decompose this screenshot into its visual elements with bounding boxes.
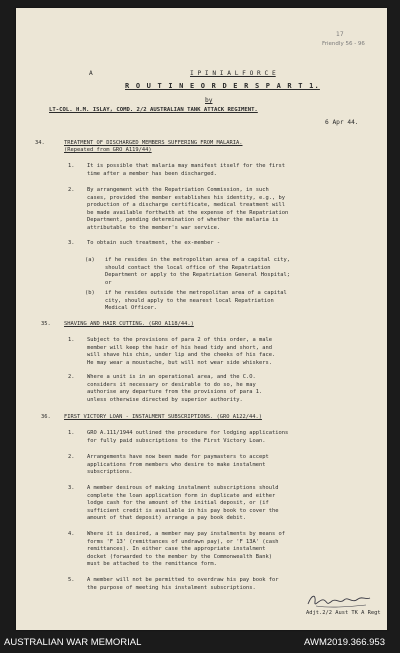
para-text: Subject to the provisions of para 2 of this order, a male member will keep the hair of his head tidy and short, and will shave his chin, under lip and the cheeks of his face. He may wear a moustache, but will not wear side whiskers. <box>87 337 276 366</box>
footer-bar <box>0 632 400 653</box>
header-officer: LT-COL. H.M. ISLAY, COMD. 2/2 AUSTRALIAN TANK ATTACK REGIMENT. <box>49 107 258 113</box>
para-number: 1. <box>68 163 75 169</box>
footer-source: AUSTRALIAN WAR MEMORIAL <box>4 637 142 648</box>
para-subnumber: (a) <box>85 257 95 263</box>
para-subnumber: (b) <box>85 290 95 296</box>
para-number: 1. <box>68 337 75 343</box>
para-number: 3. <box>68 485 75 491</box>
para-text: GRO A.111/1944 outlined the procedure for lodging applications for fully paid subscriptions to the First Victory Loan. <box>87 430 289 444</box>
section-title: FIRST VICTORY LOAN - INSTALMENT SUBSCRIPTIONS. (GRO A122/44.) <box>64 414 262 420</box>
para-number: 2. <box>68 374 75 380</box>
para-text: if he resides outside the metropolitan area of a capital city, should apply to the nearest local Repatriation Medical Officer. <box>105 290 287 312</box>
section-number: 34. <box>35 140 45 146</box>
footer-accession-number: AWM2019.366.953 <box>304 637 385 648</box>
para-number: 1. <box>68 430 75 436</box>
section-number: 35. <box>41 321 51 327</box>
para-number: 2. <box>68 187 75 193</box>
document-page <box>16 8 387 630</box>
para-text: It is possible that malaria may manifest itself for the first time after a member has been discharged. <box>87 163 285 177</box>
header-prefix: A <box>89 70 93 77</box>
para-number: 3. <box>68 240 75 246</box>
section-title: TREATMENT OF DISCHARGED MEMBERS SUFFERING FROM MALARIA. <box>64 140 243 146</box>
para-text: To obtain such treatment, the ex-member - <box>87 240 221 246</box>
para-number: 4. <box>68 531 75 537</box>
header-date: 6 Apr 44. <box>325 119 359 126</box>
section-subtitle: (Repeated from GRO A119/44) <box>64 147 152 153</box>
para-text: A member will not be permitted to overdraw his pay book for the purpose of meeting his instalment subscriptions. <box>87 577 279 591</box>
para-text: Where it is desired, a member may pay instalments by means of forms 'F 13' (remittances of undrawn pay), or 'F 13A' (cash remittances). In either case the appropriate instalment docket (forwarded to the member by the Commonwealth Bank) must be attached to the remittance form. <box>87 531 285 568</box>
signature-image <box>306 592 372 610</box>
para-text: if he resides in the metropolitan area of a capital city, should contact the local office of the Repatriation Department or apply to the Repatriation General Hospital; or <box>105 257 290 286</box>
para-text: By arrangement with the Repatriation Commission, in such cases, provided the member establishes his identity, e.g., by production of a discharge certificate, medical treatment will be made available forthwith at the expense of the Repatriation Department, pending determination of whether the malaria is attributable to the member's war service. <box>87 187 289 231</box>
header-by: by <box>205 97 213 104</box>
header-force: I P I N I A L F O R C E <box>190 70 276 77</box>
para-number: 2. <box>68 454 75 460</box>
para-text: Where a unit is in an operational area, and the C.O. considers it necessary or desirable to do so, he may authorise any departure from the provisions of para 1. unless otherwise directed by superior authority. <box>87 374 263 403</box>
page-title: R O U T I N E O R D E R S P A R T 1. <box>125 82 320 90</box>
signature-title: Adjt.2/2 Aust TK A Regt <box>306 610 381 616</box>
section-title: SHAVING AND HAIR CUTTING. (GRO A118/44.) <box>64 321 194 327</box>
para-number: 5. <box>68 577 75 583</box>
para-text: A member desirous of making instalment subscriptions should complete the loan application form in duplicate and either lodge cash for the amount of the initial deposit, or (if sufficient credit is available in his pay book to cover the amount of that deposit) arrange a pay book debit. <box>87 485 279 522</box>
section-number: 36. <box>41 414 51 420</box>
archive-pencil-number: 17 <box>336 31 344 38</box>
para-text: Arrangements have now been made for paymasters to accept applications from members who desire to make instalment subscriptions. <box>87 454 269 476</box>
archive-pencil-note: Friendly 56 - 96 <box>322 41 365 47</box>
